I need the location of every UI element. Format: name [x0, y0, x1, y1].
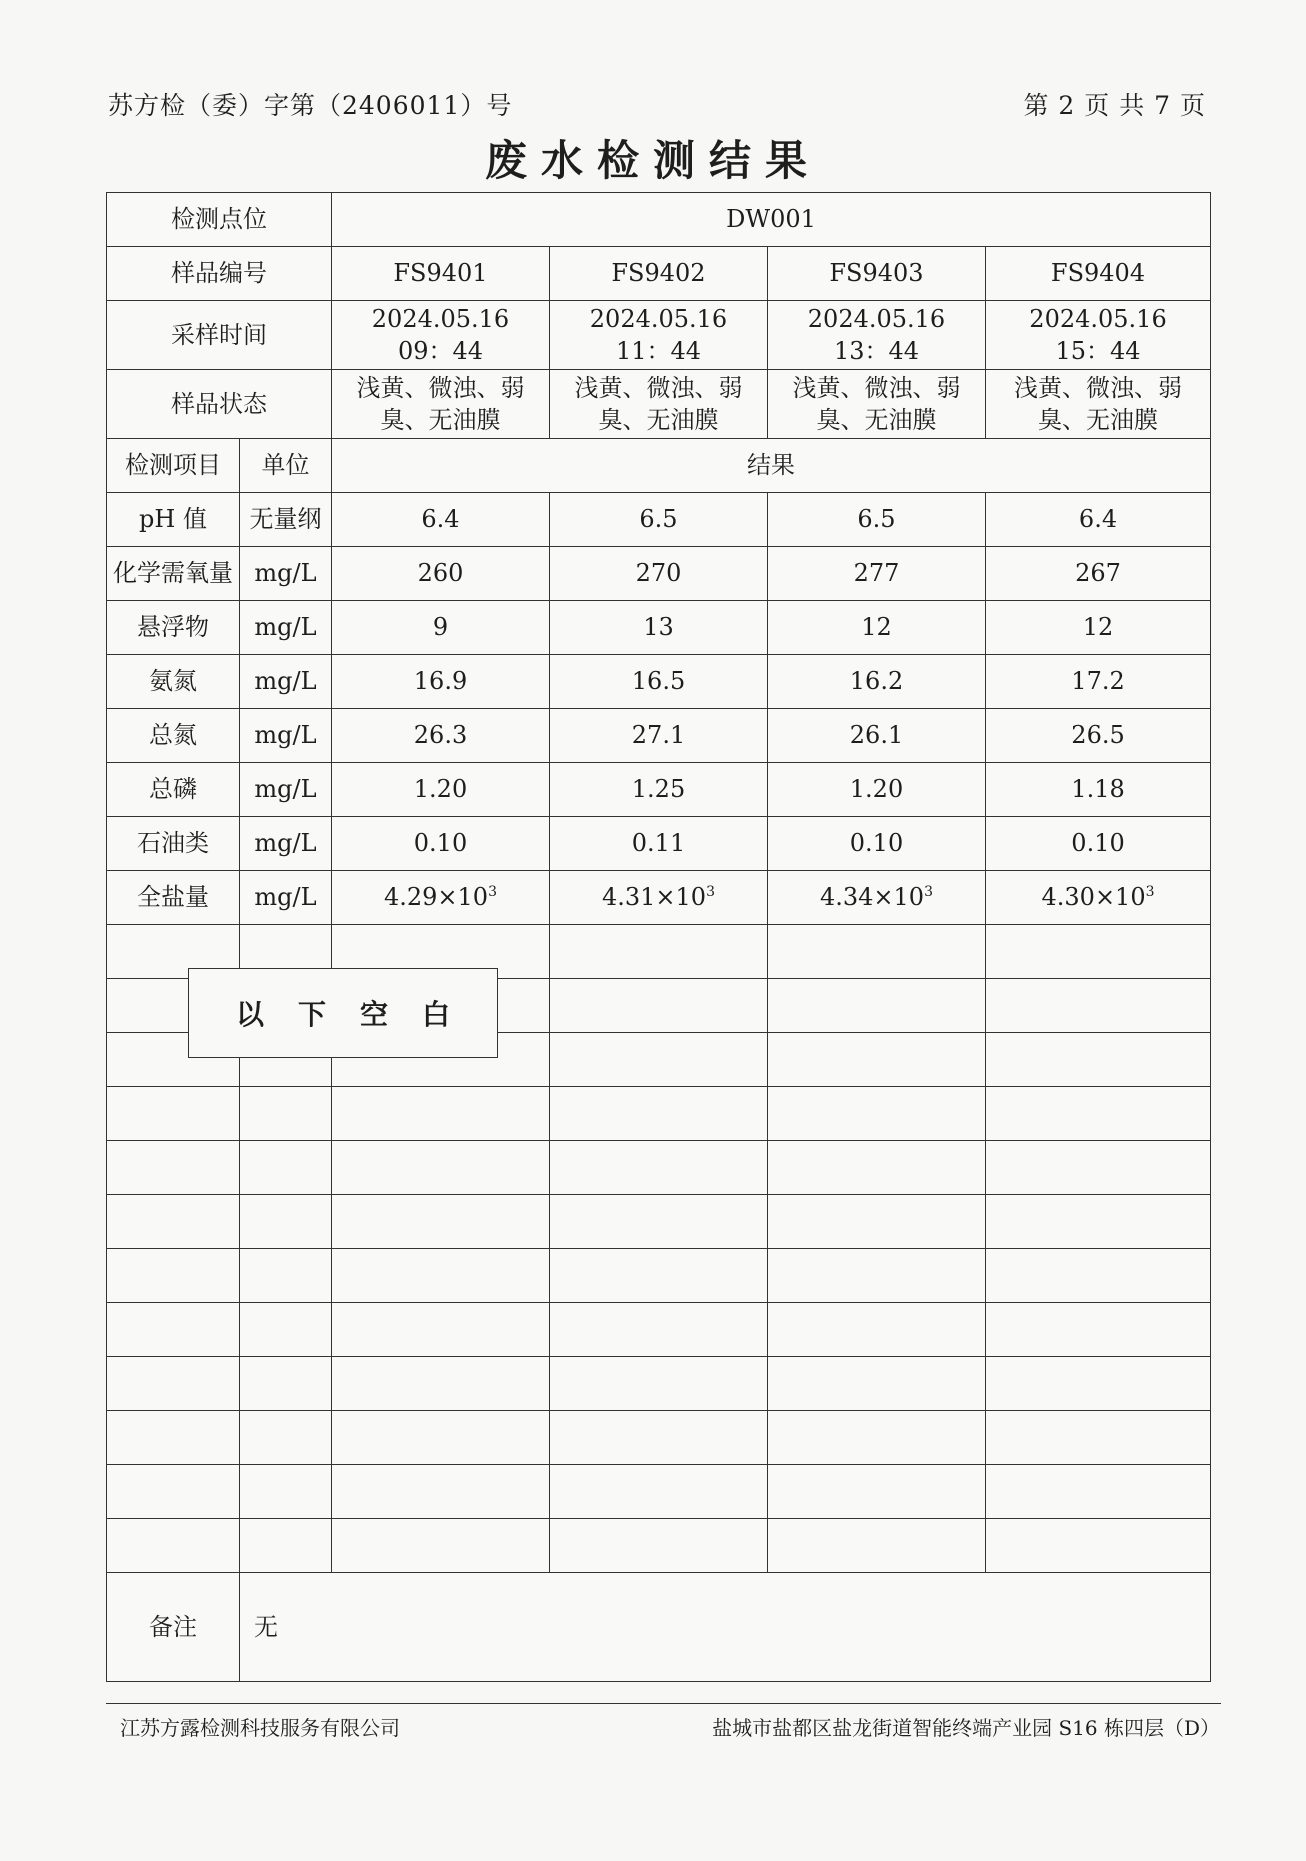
item-unit: mg/L [240, 547, 332, 601]
result-value: 12 [986, 601, 1211, 655]
table-row [107, 763, 1211, 817]
document-title: 废水检测结果 [484, 136, 821, 185]
sample-date: 2024.05.16 [1029, 304, 1167, 333]
blank-cell [986, 1195, 1211, 1249]
blank-cell [332, 1519, 550, 1573]
blank-cell [107, 1465, 240, 1519]
mantissa: 4.34×10 [819, 883, 925, 912]
blank-cell [332, 1303, 550, 1357]
blank-cell [986, 925, 1211, 979]
result-value: 260 [332, 547, 550, 601]
page-info: 第 2 页 共 7 页 [1023, 91, 1206, 120]
blank-cell [986, 1303, 1211, 1357]
blank-cell [107, 1519, 240, 1573]
result-value [768, 871, 986, 925]
result-value: 0.10 [768, 817, 986, 871]
state-line: 臭、无油膜 [816, 406, 937, 434]
blank-row [107, 1087, 1211, 1141]
blank-row [107, 1303, 1211, 1357]
blank-cell [986, 1411, 1211, 1465]
result-value: 26.5 [986, 709, 1211, 763]
blank-row [107, 1141, 1211, 1195]
state-line: 浅黄、微浊、弱 [356, 373, 525, 402]
result-header: 结果 [332, 439, 1211, 493]
sample-time [768, 301, 986, 370]
blank-cell [768, 1357, 986, 1411]
footer-address: 盐城市盐都区盐龙街道智能终端产业园 S16 栋四层（D） [712, 1716, 1220, 1740]
table-row [107, 439, 1211, 493]
table-row [107, 370, 1211, 439]
blank-cell [240, 1465, 332, 1519]
blank-row [107, 1357, 1211, 1411]
blank-cell [768, 1033, 986, 1087]
blank-cell [107, 1357, 240, 1411]
state-line: 浅黄、微浊、弱 [792, 373, 961, 402]
sample-clock: 11：44 [615, 337, 702, 365]
blank-cell [986, 1249, 1211, 1303]
sample-date: 2024.05.16 [807, 304, 946, 333]
blank-cell [986, 1141, 1211, 1195]
blank-cell [768, 925, 986, 979]
blank-row [107, 1249, 1211, 1303]
result-value: 267 [986, 547, 1211, 601]
sample-state-label: 样品状态 [107, 370, 332, 439]
blank-cell [550, 1249, 768, 1303]
item-unit: mg/L [240, 655, 332, 709]
result-value: 26.3 [332, 709, 550, 763]
blank-cell [107, 1411, 240, 1465]
table-row [107, 817, 1211, 871]
blank-cell [332, 1249, 550, 1303]
blank-cell [986, 979, 1211, 1033]
unit-header: 单位 [240, 439, 332, 493]
result-value: 6.4 [986, 493, 1211, 547]
result-value: 27.1 [550, 709, 768, 763]
site-label: 检测点位 [107, 193, 332, 247]
table-row [107, 301, 1211, 370]
sample-state [986, 370, 1211, 439]
result-value: 17.2 [986, 655, 1211, 709]
blank-cell [550, 1033, 768, 1087]
result-value [986, 871, 1211, 925]
sample-time [986, 301, 1211, 370]
table-row [107, 1573, 1211, 1682]
blank-cell [550, 1357, 768, 1411]
sample-id: FS9402 [550, 247, 768, 301]
mantissa: 4.31×10 [601, 883, 707, 912]
result-value: 6.5 [768, 493, 986, 547]
table-row [107, 247, 1211, 301]
state-line: 浅黄、微浊、弱 [1014, 373, 1183, 402]
blank-cell [768, 1249, 986, 1303]
blank-cell [768, 1519, 986, 1573]
exponent: 3 [1145, 884, 1155, 901]
result-value: 270 [550, 547, 768, 601]
blank-cell [550, 925, 768, 979]
blank-cell [107, 1087, 240, 1141]
sample-clock: 13：44 [833, 337, 920, 365]
item-name: pH 值 [107, 493, 240, 547]
result-value: 0.10 [332, 817, 550, 871]
item-unit: mg/L [240, 763, 332, 817]
result-value: 9 [332, 601, 550, 655]
mantissa: 4.29×10 [383, 883, 489, 912]
blank-below-stamp: 以下空白 [188, 968, 498, 1058]
table-row [107, 655, 1211, 709]
item-unit: mg/L [240, 601, 332, 655]
item-header: 检测项目 [107, 439, 240, 493]
blank-cell [768, 1465, 986, 1519]
result-value: 1.20 [332, 763, 550, 817]
table-row [107, 193, 1211, 247]
sample-id: FS9401 [332, 247, 550, 301]
item-unit: mg/L [240, 871, 332, 925]
table-row [107, 493, 1211, 547]
result-value: 16.2 [768, 655, 986, 709]
blank-cell [550, 1303, 768, 1357]
blank-cell [986, 1087, 1211, 1141]
sample-no-label: 样品编号 [107, 247, 332, 301]
blank-cell [240, 1249, 332, 1303]
blank-cell [550, 1465, 768, 1519]
item-name: 石油类 [107, 817, 240, 871]
sample-state [550, 370, 768, 439]
result-value: 16.5 [550, 655, 768, 709]
result-value: 6.4 [332, 493, 550, 547]
sample-id: FS9404 [986, 247, 1211, 301]
blank-row [107, 1465, 1211, 1519]
result-value [332, 871, 550, 925]
result-value: 6.5 [550, 493, 768, 547]
blank-cell [332, 1465, 550, 1519]
blank-cell [768, 1303, 986, 1357]
blank-cell [107, 1249, 240, 1303]
result-value: 26.1 [768, 709, 986, 763]
blank-cell [332, 1357, 550, 1411]
notes-label: 备注 [107, 1573, 240, 1682]
blank-cell [550, 1519, 768, 1573]
table-row [107, 547, 1211, 601]
blank-cell [332, 1087, 550, 1141]
sample-time-label: 采样时间 [107, 301, 332, 370]
result-value: 16.9 [332, 655, 550, 709]
blank-cell [768, 979, 986, 1033]
result-value: 1.20 [768, 763, 986, 817]
item-name: 化学需氧量 [107, 547, 240, 601]
result-value: 277 [768, 547, 986, 601]
blank-cell [332, 1195, 550, 1249]
blank-cell [768, 1087, 986, 1141]
result-value: 12 [768, 601, 986, 655]
blank-cell [332, 1411, 550, 1465]
site-value: DW001 [332, 193, 1211, 247]
result-value: 0.11 [550, 817, 768, 871]
blank-cell [332, 1141, 550, 1195]
notes-value: 无 [240, 1573, 1211, 1682]
blank-cell [240, 1411, 332, 1465]
footer-company: 江苏方露检测科技服务有限公司 [120, 1716, 400, 1740]
result-value [550, 871, 768, 925]
blank-row [107, 1195, 1211, 1249]
sample-date: 2024.05.16 [371, 304, 510, 333]
blank-cell [107, 1195, 240, 1249]
item-unit: mg/L [240, 709, 332, 763]
result-value: 0.10 [986, 817, 1211, 871]
sample-state [768, 370, 986, 439]
blank-row [107, 1411, 1211, 1465]
table-row [107, 601, 1211, 655]
sample-date: 2024.05.16 [589, 304, 728, 333]
blank-cell [986, 1519, 1211, 1573]
state-line: 臭、无油膜 [598, 406, 719, 434]
blank-cell [240, 1303, 332, 1357]
item-name: 总氮 [107, 709, 240, 763]
item-unit: 无量纲 [240, 493, 332, 547]
blank-cell [986, 1357, 1211, 1411]
blank-cell [550, 1411, 768, 1465]
blank-cell [768, 1411, 986, 1465]
state-line: 浅黄、微浊、弱 [574, 373, 743, 402]
blank-cell [550, 1141, 768, 1195]
exponent: 3 [488, 884, 497, 901]
results-table [106, 192, 1211, 1682]
item-name: 总磷 [107, 763, 240, 817]
sample-clock: 09：44 [397, 337, 484, 365]
sample-clock: 15：44 [1055, 337, 1141, 365]
blank-cell [107, 1141, 240, 1195]
blank-cell [768, 1195, 986, 1249]
state-line: 臭、无油膜 [1038, 406, 1159, 434]
item-name: 全盐量 [107, 871, 240, 925]
blank-cell [240, 1141, 332, 1195]
sample-time [332, 301, 550, 370]
table-row [107, 709, 1211, 763]
blank-cell [240, 1195, 332, 1249]
blank-cell [986, 1033, 1211, 1087]
state-line: 臭、无油膜 [380, 406, 501, 434]
blank-cell [550, 979, 768, 1033]
table-row [107, 871, 1211, 925]
result-value: 13 [550, 601, 768, 655]
sample-id: FS9403 [768, 247, 986, 301]
blank-cell [986, 1465, 1211, 1519]
item-name: 悬浮物 [107, 601, 240, 655]
mantissa: 4.30×10 [1041, 883, 1146, 912]
item-name: 氨氮 [107, 655, 240, 709]
blank-cell [240, 1519, 332, 1573]
blank-cell [768, 1141, 986, 1195]
item-unit: mg/L [240, 817, 332, 871]
result-value: 1.18 [986, 763, 1211, 817]
sample-time [550, 301, 768, 370]
result-value: 1.25 [550, 763, 768, 817]
blank-cell [107, 1303, 240, 1357]
footer-divider [106, 1703, 1221, 1704]
exponent: 3 [706, 884, 715, 901]
exponent: 3 [924, 884, 933, 901]
blank-row [107, 1519, 1211, 1573]
blank-cell [240, 1357, 332, 1411]
sample-state [332, 370, 550, 439]
blank-cell [240, 1087, 332, 1141]
blank-cell [550, 1087, 768, 1141]
report-number: 苏方检（委）字第（2406011）号 [108, 91, 513, 120]
blank-cell [550, 1195, 768, 1249]
